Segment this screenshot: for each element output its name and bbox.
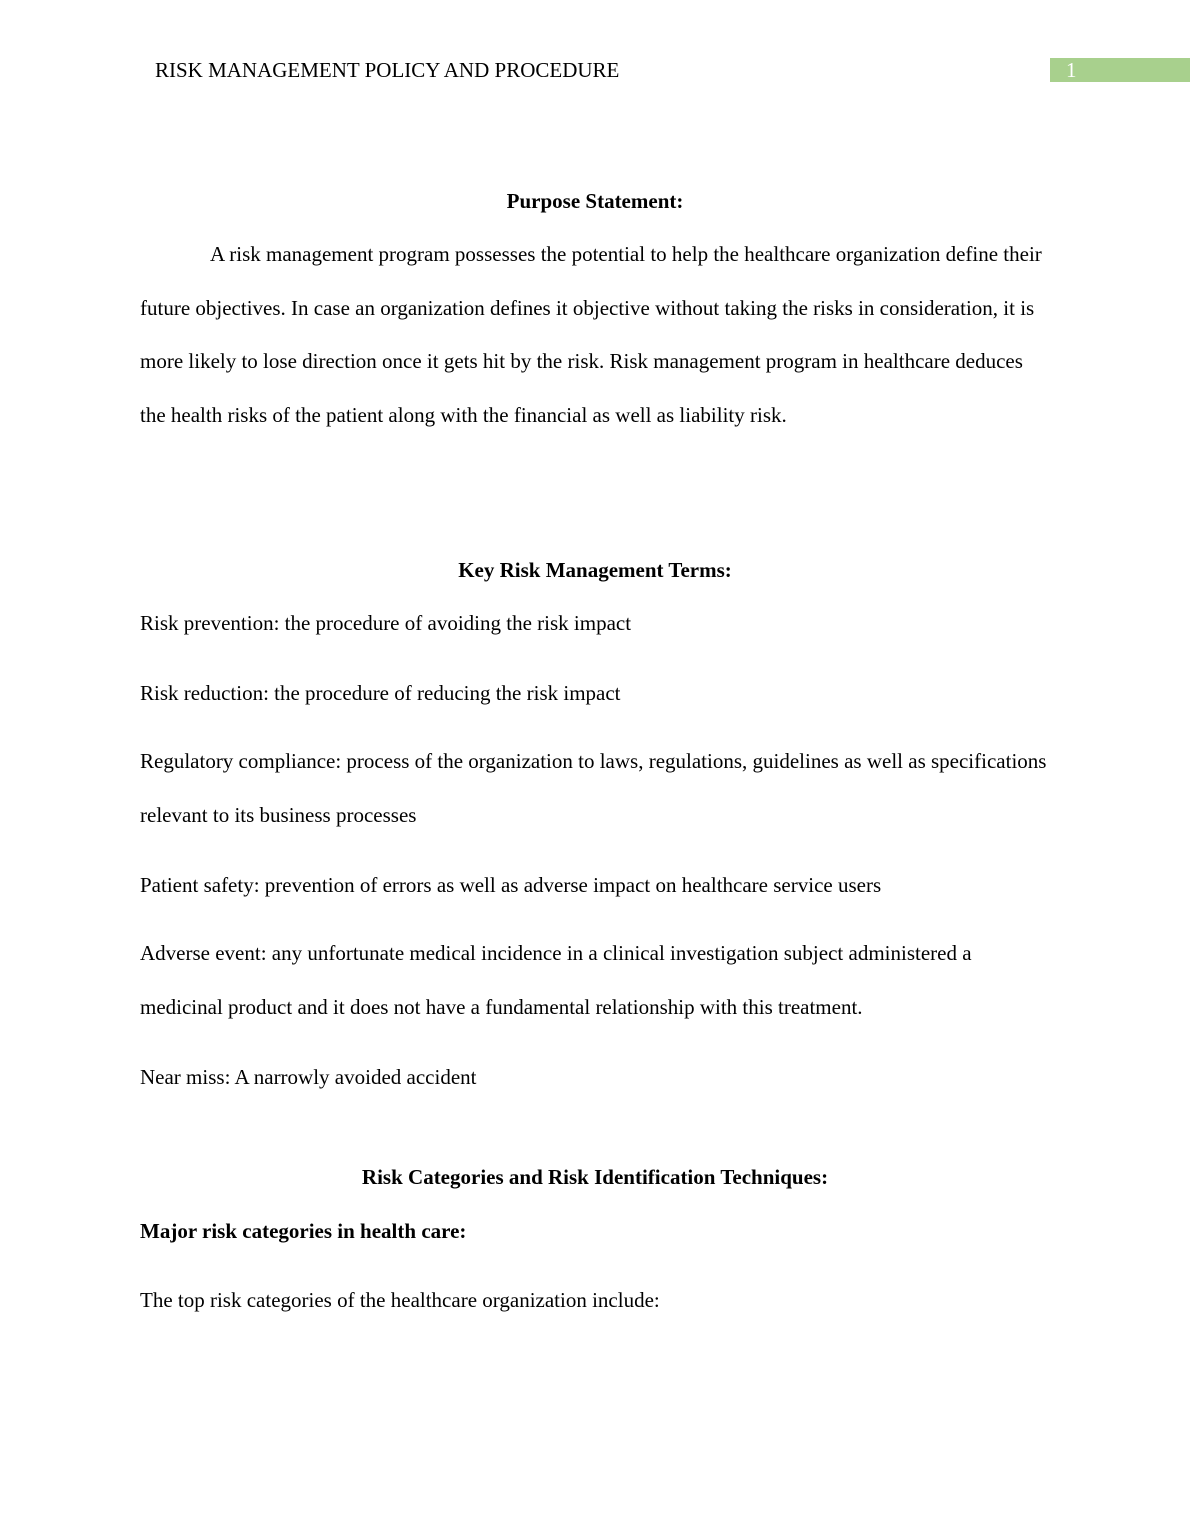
term-item: Near miss: A narrowly avoided accident (140, 1065, 477, 1089)
running-header: RISK MANAGEMENT POLICY AND PROCEDURE (155, 58, 620, 82)
term-item: Adverse event: any unfortunate medical incidence in a clinical investigation subject administered a medicinal product and it does not have a fundamental relationship with this treatment. (140, 941, 972, 1019)
purpose-paragraph: A risk management program possesses the potential to help the healthcare organization define their future objectives. In case an organization defines it objective without taking the risks in consideration, it is more likely to lose direction once it gets hit by the risk. Risk management program in healthcare deduces the health risks of the patient along with the financial as well as liability risk. (140, 242, 1042, 427)
term-item: Risk prevention: the procedure of avoiding the risk impact (140, 611, 632, 635)
terms-heading: Key Risk Management Terms: (458, 558, 732, 582)
categories-heading: Risk Categories and Risk Identification Techniques: (361, 1165, 829, 1189)
page-number-badge (1050, 58, 1190, 82)
purpose-heading: Purpose Statement: (506, 189, 684, 213)
term-item: Risk reduction: the procedure of reducing the risk impact (140, 681, 621, 705)
categories-subheading: Major risk categories in health care: (140, 1219, 467, 1243)
term-item: Regulatory compliance: process of the organization to laws, regulations, guidelines as well as specifications relevant to its business processes (140, 749, 1047, 827)
term-item: Patient safety: prevention of errors as well as adverse impact on healthcare service users (140, 873, 882, 897)
categories-intro: The top risk categories of the healthcare organization include: (140, 1288, 660, 1312)
page-number: 1 (1066, 58, 1077, 82)
